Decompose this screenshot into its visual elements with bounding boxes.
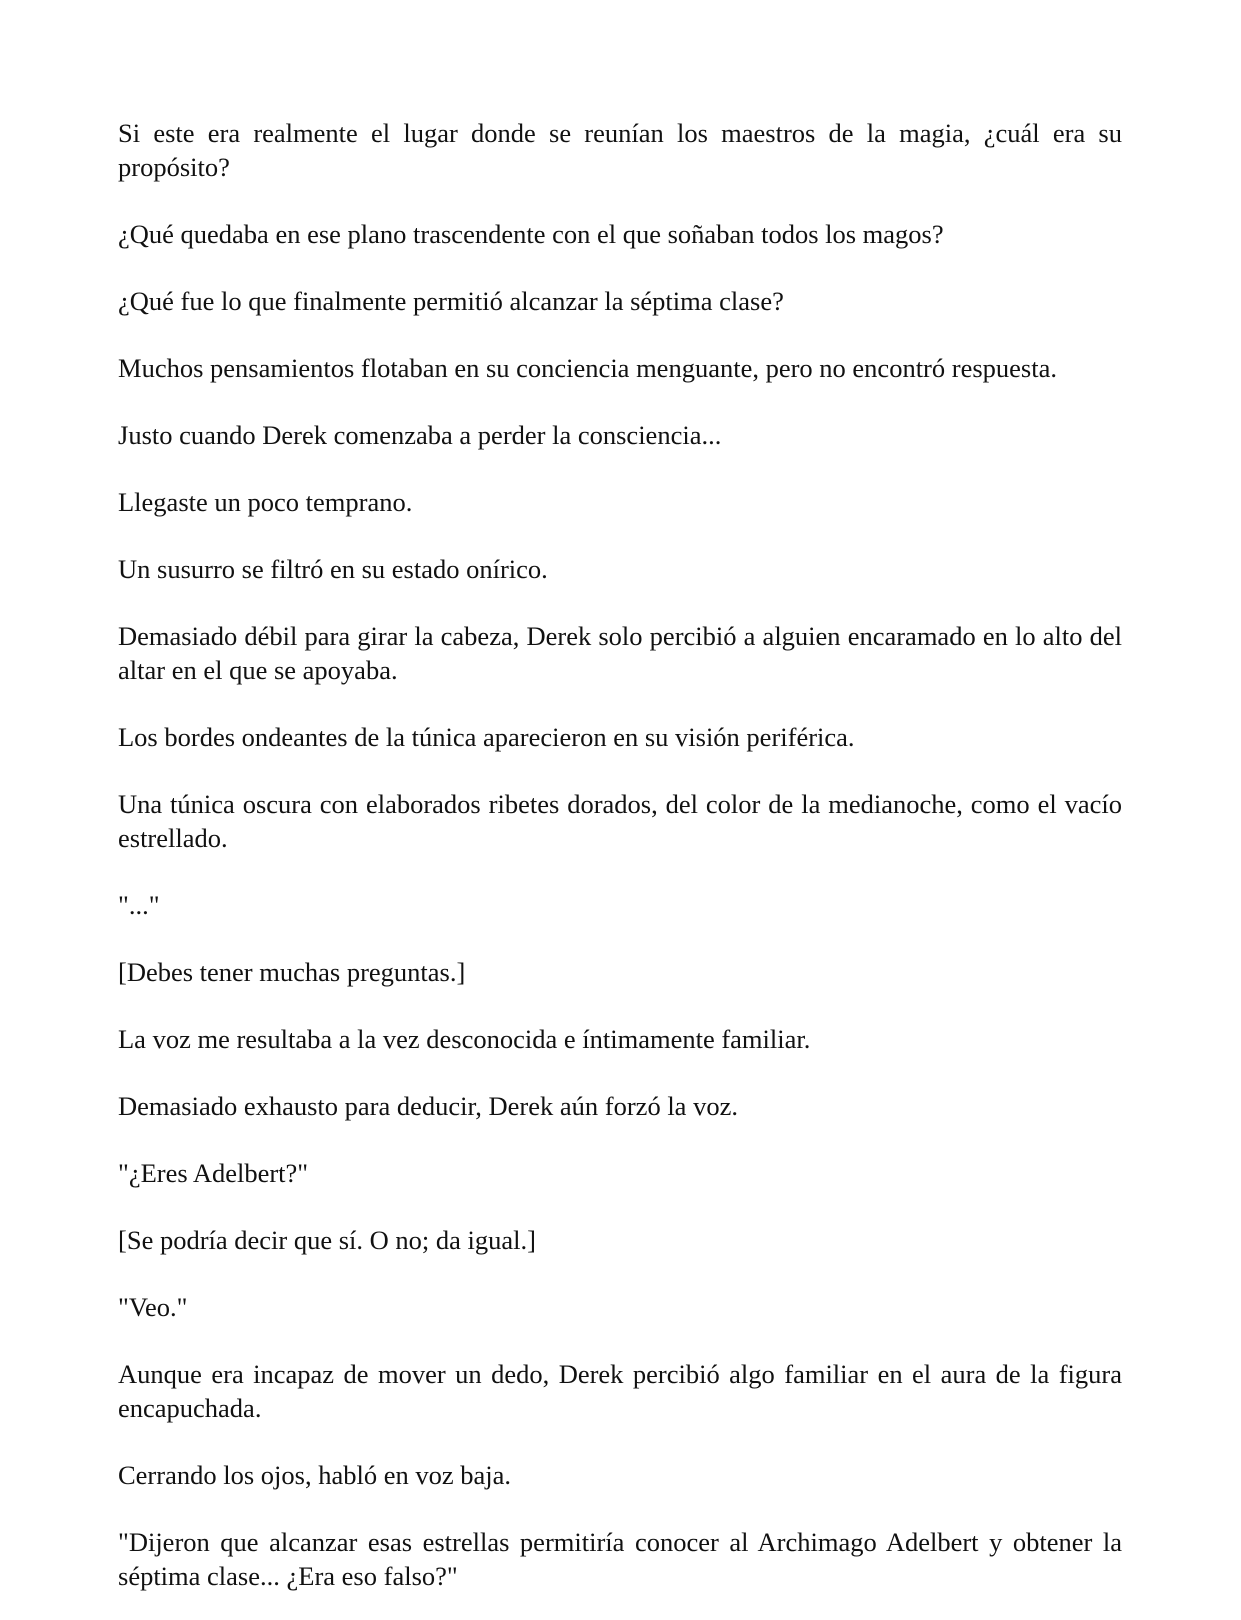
paragraph: "..." xyxy=(118,890,160,920)
paragraph: Los bordes ondeantes de la túnica aparecieron en su visión periférica. xyxy=(118,722,855,752)
paragraph: "Veo." xyxy=(118,1292,188,1322)
paragraph: Muchos pensamientos flotaban en su conciencia menguante, pero no encontró respuesta. xyxy=(118,353,1057,383)
document-body xyxy=(118,116,1122,1620)
paragraph: Llegaste un poco temprano. xyxy=(118,487,413,517)
paragraph: [Se podría decir que sí. O no; da igual.] xyxy=(118,1225,536,1255)
paragraph: Demasiado exhausto para deducir, Derek aún forzó la voz. xyxy=(118,1091,738,1121)
paragraph: Un susurro se filtró en su estado onírico. xyxy=(118,554,548,584)
paragraph: ¿Qué fue lo que finalmente permitió alcanzar la séptima clase? xyxy=(118,286,784,316)
paragraph: ¿Qué quedaba en ese plano trascendente con el que soñaban todos los magos? xyxy=(118,219,944,249)
paragraph: "Dijeron que alcanzar esas estrellas permitiría conocer al Archimago Adelbert y obtener la séptima clase... ¿Era eso falso?" xyxy=(118,1527,1122,1591)
paragraph: Una túnica oscura con elaborados ribetes dorados, del color de la medianoche, como el vacío estrellado. xyxy=(118,789,1122,853)
paragraph: La voz me resultaba a la vez desconocida e íntimamente familiar. xyxy=(118,1024,811,1054)
paragraph: Aunque era incapaz de mover un dedo, Derek percibió algo familiar en el aura de la figura encapuchada. xyxy=(118,1359,1122,1423)
paragraph: "¿Eres Adelbert?" xyxy=(118,1158,309,1188)
paragraph: Si este era realmente el lugar donde se reunían los maestros de la magia, ¿cuál era su propósito? xyxy=(118,118,1122,182)
paragraph: Justo cuando Derek comenzaba a perder la consciencia... xyxy=(118,420,722,450)
paragraph: Demasiado débil para girar la cabeza, Derek solo percibió a alguien encaramado en lo alto del altar en el que se apoyaba. xyxy=(118,621,1122,685)
paragraph: Cerrando los ojos, habló en voz baja. xyxy=(118,1460,511,1490)
paragraph: [Debes tener muchas preguntas.] xyxy=(118,957,466,987)
